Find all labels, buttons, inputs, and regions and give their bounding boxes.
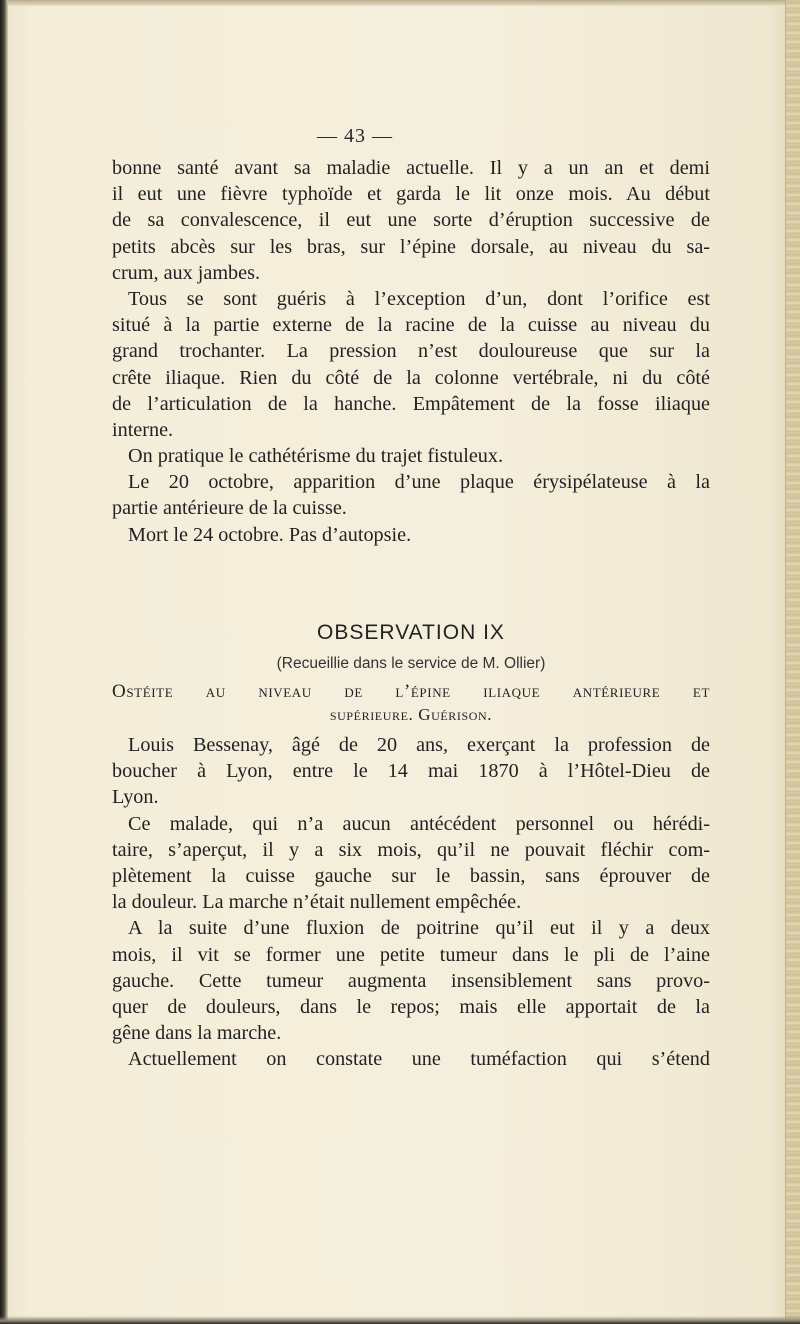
text-line: petits abcès sur les bras, sur l’épine dorsale, au niveau du sa- <box>112 235 710 258</box>
text-line: la douleur. La marche n’était nullement empêchée. <box>112 891 522 914</box>
observation-title-line-2: supérieure. Guérison. <box>329 705 493 724</box>
observation-heading: OBSERVATION IX <box>317 621 505 644</box>
text-line: bonne santé avant sa maladie actuelle. Il y a un an et demi <box>112 157 710 179</box>
text-line: crum, aux jambes. <box>112 261 260 284</box>
text-line: de sa convalescence, il eut une sorte d’éruption successive de <box>112 209 710 232</box>
text-line: gêne dans la marche. <box>112 1022 282 1045</box>
text-line: Actuellement on constate une tuméfaction qui s’étend <box>128 1048 710 1071</box>
page-number: — 43 — <box>317 125 393 147</box>
text-line: On pratique le cathétérisme du trajet fistuleux. <box>128 445 504 468</box>
text-line: Mort le 24 octobre. Pas d’autopsie. <box>128 523 412 546</box>
text-line: boucher à Lyon, entre le 14 mai 1870 à l’Hôtel-Dieu de <box>112 760 710 783</box>
page-right-edge <box>786 0 800 1324</box>
text-line: Tous se sont guéris à l’exception d’un, dont l’orifice est <box>128 287 710 310</box>
page-top-edge <box>0 0 800 6</box>
paragraph-block-1 <box>112 155 710 548</box>
text-line: Louis Bessenay, âgé de 20 ans, exerçant la profession de <box>128 734 710 756</box>
text-line: situé à la partie externe de la racine de la cuisse au niveau du <box>112 314 710 337</box>
text-line: gauche. Cette tumeur augmenta insensiblement sans provo- <box>112 969 710 992</box>
text-line: Le 20 octobre, apparition d’une plaque érysipélateuse à la <box>128 471 710 494</box>
text-line: Ce malade, qui n’a aucun antécédent personnel ou hérédi- <box>128 812 710 835</box>
text-line: grand trochanter. La pression n’est douloureuse que sur la <box>112 340 710 363</box>
text-line: plètement la cuisse gauche sur le bassin, sans éprouver de <box>112 864 710 887</box>
text-line: interne. <box>112 418 174 441</box>
observation-title-line-1: Ostéite au niveau de l’épine iliaque antérieure et <box>112 681 710 702</box>
page-left-edge <box>0 0 8 1324</box>
text-line: Lyon. <box>112 786 159 809</box>
text-line: taire, s’aperçut, il y a six mois, qu’il ne pouvait fléchir com- <box>112 838 710 861</box>
page-bottom-shadow <box>0 1316 800 1324</box>
text-line: mois, il vit se former une petite tumeur dans le pli de l’aine <box>112 943 710 966</box>
observation-source: (Recueillie dans le service de M. Ollier) <box>276 655 546 672</box>
text-line: de l’articulation de la hanche. Empâtement de la fosse iliaque <box>112 392 710 415</box>
text-line: crête iliaque. Rien du côté de la colonne vertébrale, ni du côté <box>112 366 710 389</box>
paragraph-block-2 <box>112 732 710 1072</box>
text-line: partie antérieure de la cuisse. <box>112 497 347 520</box>
text-line: il eut une fièvre typhoïde et garda le lit onze mois. Au début <box>112 183 710 206</box>
text-line: quer de douleurs, dans le repos; mais elle apportait de la <box>112 995 710 1018</box>
text-line: A la suite d’une fluxion de poitrine qu’il eut il y a deux <box>128 917 710 940</box>
